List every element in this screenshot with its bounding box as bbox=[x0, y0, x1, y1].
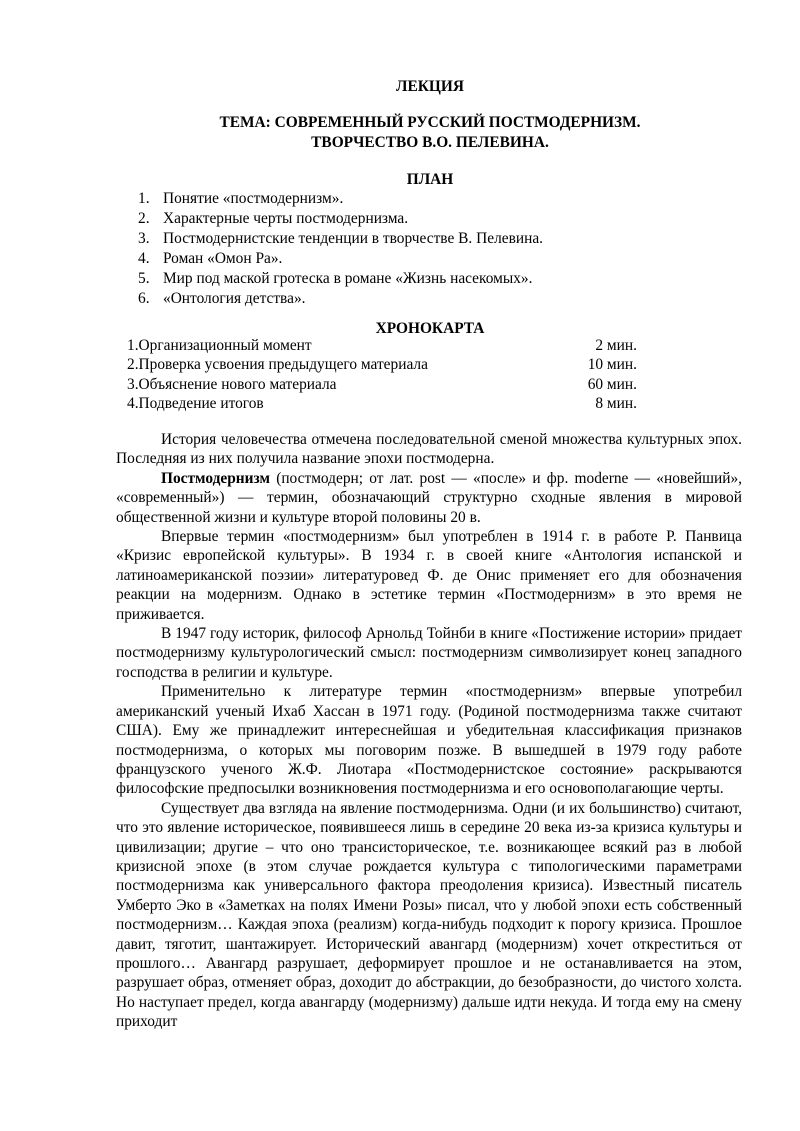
plan-item bbox=[138, 289, 543, 309]
paragraph-definition bbox=[116, 469, 742, 527]
chronocard-table bbox=[127, 336, 637, 414]
topic-heading-line1: ТЕМА: СОВРЕМЕННЫЙ РУССКИЙ ПОСТМОДЕРНИЗМ. bbox=[219, 114, 641, 131]
chronocard-row bbox=[127, 336, 637, 355]
chronocard-stage: 1.Организационный момент bbox=[127, 337, 312, 354]
chronocard-stage: 3.Объяснение нового материала bbox=[127, 375, 337, 393]
plan-item-number: 6. bbox=[138, 290, 150, 307]
chronocard-row bbox=[127, 355, 637, 374]
plan-item-text: Понятие «постмодернизм». bbox=[163, 190, 344, 207]
plan-item bbox=[138, 209, 543, 229]
definition-text: (постмодерн; от лат. post — «после» и фр. moderne — «новейший», «современный») — термин, обозначающий структурно сходные явления в мировой общественной жизни и культуре второй половины 20 в. bbox=[116, 469, 742, 526]
chronocard-row bbox=[127, 375, 637, 394]
paragraph-two-views: Существует два взгляда на явление постмодернизма. Одни (и их большинство) считают, что это явление историческое, появившееся лишь в середине 20 века из-за кризиса культуры и цивилизации; другие – что оно трансисторическое, т.е. возникающее всякий раз в любой кризисной эпохе (в этом случае рождается культура с типологическими параметрами постмодернизма как универсального фактора преодоления кризиса). Известный писатель Умберто Эко в «Заметках на полях Имени Розы» писал, что у любой эпохи есть собственный постмодернизм… Каждая эпоха (реализм) когда-нибудь подходит к порогу кризиса. Прошлое давит, тяготит, шантажирует. Исторический авангард (модернизм) хочет откреститься от прошлого… Авангард разрушает, деформирует прошлое и не останавливается на этом, разрушает образ, отменяет образ, доходит до абстракции, до безобразности, до чистого холста. Но наступает предел, когда авангарду (модернизму) дальше идти некуда. И тогда ему на смену приходит bbox=[116, 799, 742, 1031]
plan-item-number: 2. bbox=[138, 210, 150, 227]
chronocard-row bbox=[127, 394, 637, 413]
plan-item-text: Постмодернистские тенденции в творчестве В. Пелевина. bbox=[163, 230, 544, 247]
paragraph-hassan: Применительно к литературе термин «постмодернизм» впервые употребил американский ученый Ихаб Хассан в 1971 году. (Родиной постмодернизма также считают США). Ему же принадлежит интереснейшая и убедительная классификация признаков постмодернизма, о которых мы поговорим позже. В вышедшей в 1979 году работе французского ученого Ж.Ф. Лиотара «Постмодернистское состояние» раскрываются философские предпосылки возникновения постмодернизма и его основополагающие черты. bbox=[116, 683, 742, 798]
plan-item bbox=[138, 189, 543, 209]
lecture-heading: ЛЕКЦИЯ bbox=[396, 78, 464, 95]
plan-heading: ПЛАН bbox=[406, 171, 454, 188]
paragraph-toynbee: В 1947 году историк, философ Арнольд Тойнби в книге «Постижение истории» придает постмодернизму культурологический смысл: постмодернизм символизирует конец западного господства в религии и культуре. bbox=[116, 625, 742, 681]
paragraph-term-origin: Впервые термин «постмодернизм» был употреблен в 1914 г. в работе Р. Панвица «Кризис европейской культуры». В 1934 г. в своей книге «Антология испанской и латиноамериканской поэзии» литературовед Ф. де Онис применяет его для обозначения реакции на модернизм. Однако в эстетике термин «Постмодернизм» в это время не приживается. bbox=[116, 528, 742, 623]
chronocard-time: 10 мин. bbox=[587, 356, 637, 374]
chronocard-time: 60 мин. bbox=[587, 375, 637, 393]
paragraph-intro: История человечества отмечена последовательной сменой множества культурных эпох. Последняя из них получила название эпохи постмодерна. bbox=[116, 431, 742, 468]
plan-item bbox=[138, 269, 543, 289]
term-bold: Постмодернизм bbox=[161, 469, 270, 487]
chronocard-time: 2 мин. bbox=[595, 337, 637, 354]
plan-item-text: Мир под маской гротеска в романе «Жизнь насекомых». bbox=[163, 270, 533, 287]
plan-item-number: 3. bbox=[138, 230, 150, 247]
chronocard-stage: 2.Проверка усвоения предыдущего материала bbox=[127, 356, 428, 374]
plan-item-text: Характерные черты постмодернизма. bbox=[163, 210, 409, 227]
plan-item-number: 5. bbox=[138, 270, 150, 287]
lecture-body bbox=[116, 430, 742, 1032]
chronocard-heading: ХРОНОКАРТА bbox=[375, 320, 485, 337]
plan-item-number: 1. bbox=[138, 190, 150, 207]
topic-heading-line2: ТВОРЧЕСТВО В.О. ПЕЛЕВИНА. bbox=[311, 134, 549, 151]
plan-item-text: Роман «Омон Ра». bbox=[163, 250, 283, 267]
plan-item-number: 4. bbox=[138, 250, 150, 267]
chronocard-time: 8 мин. bbox=[595, 395, 637, 413]
plan-item bbox=[138, 229, 543, 249]
plan-list bbox=[138, 189, 543, 309]
plan-item-text: «Онтология детства». bbox=[163, 290, 306, 307]
chronocard-stage: 4.Подведение итогов bbox=[127, 395, 264, 413]
plan-item bbox=[138, 249, 543, 269]
